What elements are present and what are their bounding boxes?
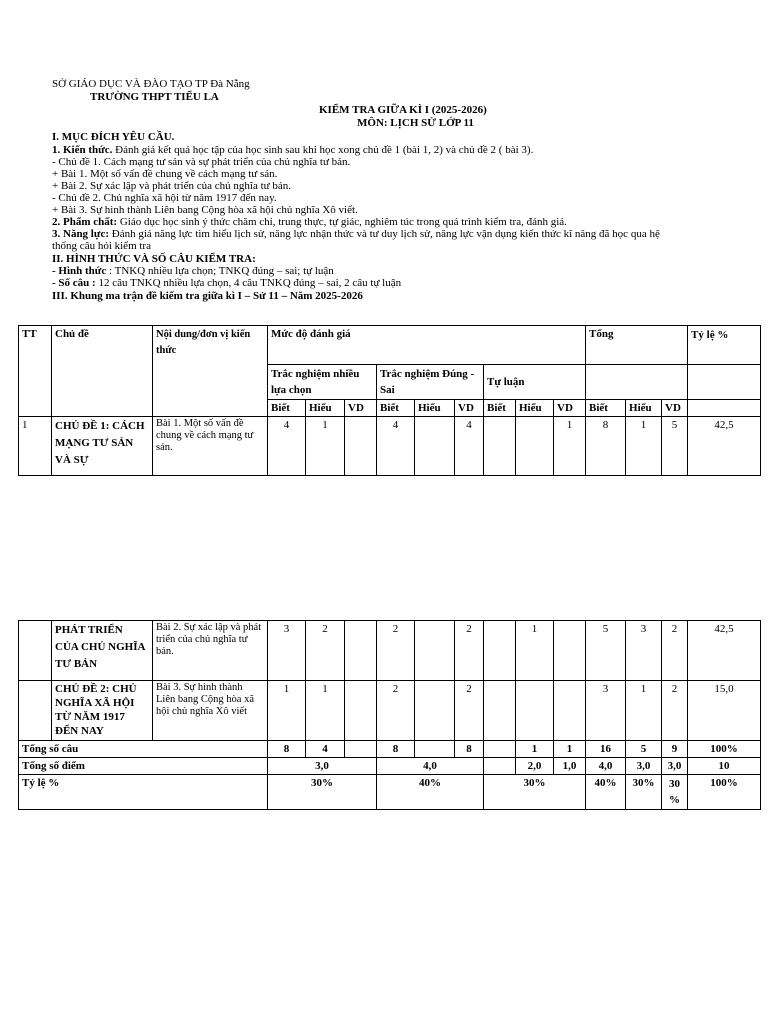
row3-v8 [554,681,586,741]
header-noi-dung: Nội dung/đơn vị kiến thức [153,326,268,417]
table-row [19,741,761,758]
row3-v6 [484,681,516,741]
row1-v10: 1 [626,417,662,476]
td-ty-le: 10 [688,758,761,775]
tc-v2 [345,741,377,758]
total-points-label: Tổng số điểm [19,758,268,775]
row1-noi-dung: Bài 1. Một số vấn đề chung về cách mạng tư sản. [153,417,268,476]
td-tl-hieu: 2,0 [516,758,554,775]
row2-ty-le: 42,5 [688,621,761,681]
section-3-title: III. Khung ma trận đề kiểm tra giữa kì I – Sử 11 – Năm 2025-2026 [52,290,363,302]
row3-v11: 2 [662,681,688,741]
header-tong-blank [586,365,688,400]
lesson-2-line: + Bài 2. Sự xác lập và phát triển của chủ nghĩa tư bản. [52,180,291,192]
row3-v0: 1 [268,681,306,741]
lv-t-hieu: Hiểu [626,400,662,417]
row1-chu-de: CHỦ ĐỀ 1: CÁCH MẠNG TƯ SẢN VÀ SỰ [52,417,153,476]
tc-v9: 16 [586,741,626,758]
quality-line [52,217,722,228]
competence-continued: thống câu hỏi kiểm tra [52,240,151,252]
lv-tl-vd: VD [554,400,586,417]
knowledge-text: Đánh giá kết quả học tập của học sinh sau khi học xong chủ đề 1 (bài 1, 2) và chủ đề 2 ( bài 3). [112,144,534,156]
row2-v3: 2 [377,621,415,681]
lv-t-vd: VD [662,400,688,417]
row2-v9: 5 [586,621,626,681]
lv-tn1-biet: Biết [268,400,306,417]
format-text: : TNKQ nhiều lựa chọn; TNKQ đúng – sai; tự luận [106,265,334,277]
question-count-line [52,278,722,289]
header-tong: Tổng [586,326,688,365]
lv-tn1-vd: VD [345,400,377,417]
row2-v7: 1 [516,621,554,681]
table-row [19,775,761,810]
tc-v4 [415,741,455,758]
competence-text: Đánh giá năng lực tìm hiểu lịch sử, năng lực nhận thức và tư duy lịch sử, năng lực vận dụng kiến thức kĩ năng đã học qua hệ [109,228,660,240]
competence-line [52,229,722,240]
competence-label: 3. Năng lực: [52,228,110,240]
header-tn-dung-sai: Trắc nghiệm Đúng - Sai [377,365,484,400]
lesson-1-line: + Bài 1. Một số vấn đề chung về cách mạng tư sản. [52,168,278,180]
matrix-table-bottom [18,620,761,810]
row3-v1: 1 [306,681,345,741]
quality-label: 2. Phẩm chất: [52,216,118,228]
row2-noi-dung: Bài 2. Sự xác lập và phát triển của chủ nghĩa tư bản. [153,621,268,681]
row2-v11: 2 [662,621,688,681]
school-name: TRƯỜNG THPT TIỂU LA [90,91,219,103]
row2-chu-de: PHÁT TRIỂN CỦA CHỦ NGHĨA TƯ BẢN [52,621,153,681]
row2-v5: 2 [455,621,484,681]
tl-tn2: 40% [377,775,484,810]
row3-chu-de: CHỦ ĐỀ 2: CHỦ NGHĨA XÃ HỘI TỪ NĂM 1917 ĐẾN NAY [52,681,153,741]
td-t-vd: 3,0 [662,758,688,775]
row1-v0: 4 [268,417,306,476]
knowledge-label: 1. Kiến thức. [52,144,113,156]
table-row [19,621,761,681]
row3-v4 [415,681,455,741]
row3-tt [19,681,52,741]
header-ty-le-blank [688,365,761,400]
tc-v3: 8 [377,741,415,758]
header-ty-le: Tỷ lệ % [688,326,761,365]
row2-v8 [554,621,586,681]
row3-v9: 3 [586,681,626,741]
row2-v10: 3 [626,621,662,681]
matrix-table-top [18,325,761,476]
row2-v6 [484,621,516,681]
row1-tt: 1 [19,417,52,476]
tc-v0: 8 [268,741,306,758]
header-tt: TT [19,326,52,417]
quality-text: Giáo dục học sinh ý thức chăm chỉ, trung thực, tự giác, nghiêm túc trong quá trình kiểm tra, đánh giá. [117,216,567,228]
row2-v2 [345,621,377,681]
row3-v10: 1 [626,681,662,741]
lv-tn2-hieu: Hiểu [415,400,455,417]
tc-v7: 1 [516,741,554,758]
tc-v6 [484,741,516,758]
lv-t-biet: Biết [586,400,626,417]
exam-title: KIỂM TRA GIỮA KÌ I (2025-2026) [319,104,487,116]
row3-v2 [345,681,377,741]
topic-1-line: - Chủ đề 1. Cách mạng tư sản và sự phát triển của chủ nghĩa tư bản. [52,156,351,168]
ratio-label: Tỷ lệ % [19,775,268,810]
row3-noi-dung: Bài 3. Sự hình thành Liên bang Cộng hòa xã hội chủ nghĩa Xô viết [153,681,268,741]
tl-t-vd: 30 % [662,775,688,810]
header-tu-luan: Tự luận [484,365,586,400]
tc-ty-le: 100% [688,741,761,758]
row2-v4 [415,621,455,681]
question-count-label: - Số câu : [52,277,96,289]
question-count-text: 12 câu TNKQ nhiều lựa chọn, 4 câu TNKQ đúng – sai, 2 câu tự luận [95,277,402,289]
lv-tyle-blank [688,400,761,417]
knowledge-line [52,145,722,156]
format-line [52,266,722,277]
table-row [19,681,761,741]
tl-tn1: 30% [268,775,377,810]
total-questions-label: Tổng số câu [19,741,268,758]
tc-v11: 9 [662,741,688,758]
header-muc-do: Mức độ đánh giá [268,326,586,365]
tl-t-biet: 40% [586,775,626,810]
row1-v11: 5 [662,417,688,476]
row3-v7 [516,681,554,741]
table-row [19,417,761,476]
row1-v9: 8 [586,417,626,476]
row1-v6 [484,417,516,476]
row3-v3: 2 [377,681,415,741]
table-row [19,758,761,775]
header-chu-de: Chủ đề [52,326,153,417]
row3-v5: 2 [455,681,484,741]
tc-v10: 5 [626,741,662,758]
td-t-hieu: 3,0 [626,758,662,775]
tc-v1: 4 [306,741,345,758]
tc-v8: 1 [554,741,586,758]
row1-v3: 4 [377,417,415,476]
section-1-title: I. MỤC ĐÍCH YÊU CẦU. [52,131,175,143]
row1-v2 [345,417,377,476]
lesson-3-line: + Bài 3. Sự hình thành Liên bang Cộng hòa xã hội chủ nghĩa Xô viết. [52,204,358,216]
tc-v5: 8 [455,741,484,758]
lv-tl-biet: Biết [484,400,516,417]
td-tn2: 4,0 [377,758,484,775]
header-tn-nhieu-lua-chon: Trắc nghiệm nhiều lựa chọn [268,365,377,400]
lv-tn2-vd: VD [455,400,484,417]
row1-v5: 4 [455,417,484,476]
td-t-biet: 4,0 [586,758,626,775]
row2-v1: 2 [306,621,345,681]
section-2-title: II. HÌNH THỨC VÀ SỐ CÂU KIỂM TRA: [52,253,256,265]
department-name: SỞ GIÁO DỤC VÀ ĐÀO TẠO TP Đà Nẵng [52,78,250,90]
td-tn1: 3,0 [268,758,377,775]
row3-ty-le: 15,0 [688,681,761,741]
row1-v7 [516,417,554,476]
row2-tt [19,621,52,681]
tl-t-hieu: 30% [626,775,662,810]
row1-v8: 1 [554,417,586,476]
tl-tu-luan: 30% [484,775,586,810]
format-label: - Hình thức [52,265,107,277]
lv-tl-hieu: Hiểu [516,400,554,417]
row2-v0: 3 [268,621,306,681]
td-tl-vd: 1,0 [554,758,586,775]
row1-ty-le: 42,5 [688,417,761,476]
td-tl-biet [484,758,516,775]
tl-ty-le: 100% [688,775,761,810]
exam-subject: MÔN: LỊCH SỬ LỚP 11 [357,117,474,129]
lv-tn2-biet: Biết [377,400,415,417]
lv-tn1-hieu: Hiểu [306,400,345,417]
row1-v4 [415,417,455,476]
topic-2-line: - Chủ đề 2. Chủ nghĩa xã hội từ năm 1917 đến nay. [52,192,277,204]
row1-v1: 1 [306,417,345,476]
